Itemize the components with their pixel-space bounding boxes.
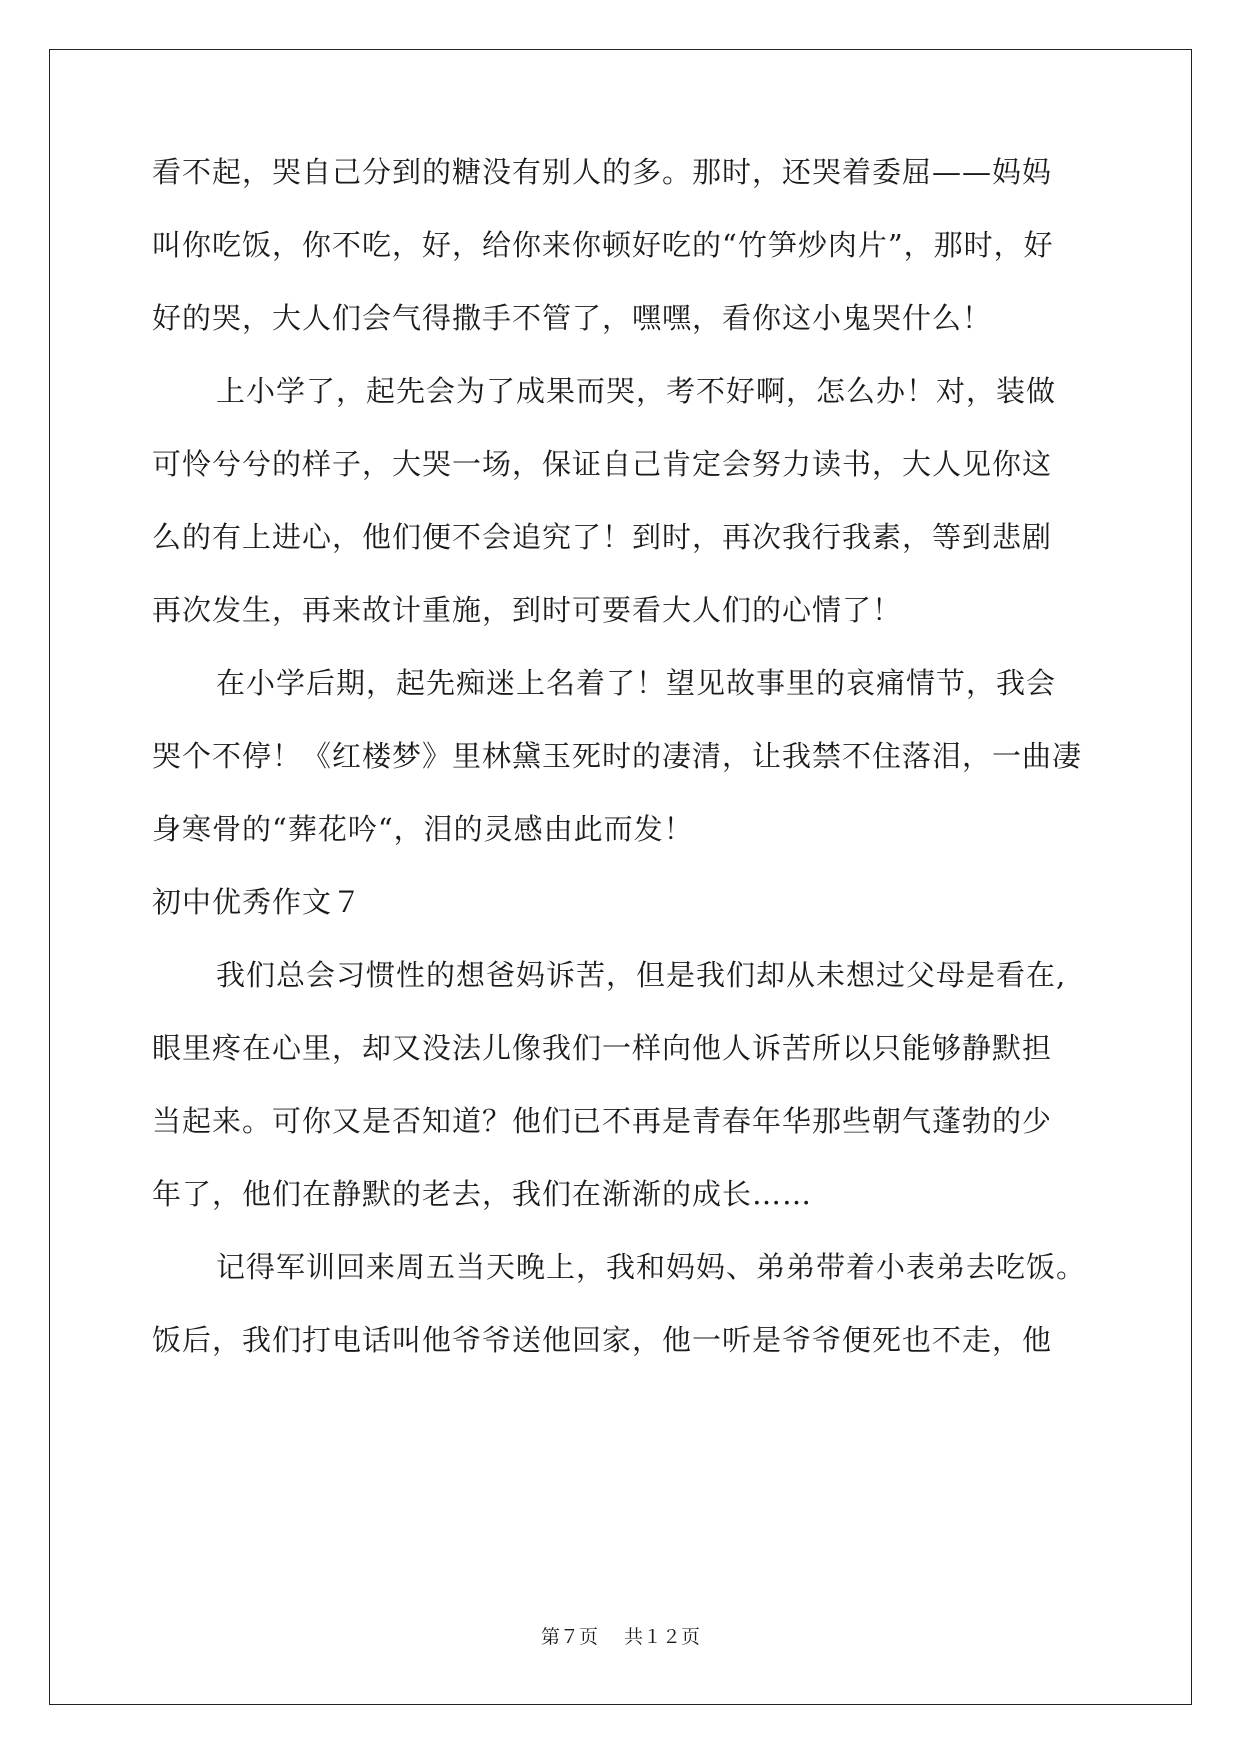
paragraph-line: 上小学了，起先会为了成果而哭，考不好啊，怎么办！对，装做 (216, 374, 1057, 408)
paragraph-line: 眼里疼在心里，却又没法儿像我们一样向他人诉苦所以只能够静默担 (152, 1031, 1053, 1065)
paragraph-line: 再次发生，再来故计重施，到时可要看大人们的心情了！ (152, 593, 903, 627)
paragraph-line: 可怜兮兮的样子，大哭一场，保证自己肯定会努力读书，大人见你这 (152, 447, 1053, 481)
page-footer (0, 1625, 1241, 1649)
paragraph-line: 看不起，哭自己分到的糖没有别人的多。那时，还哭着委屈——妈妈 (152, 155, 1053, 189)
paragraph-line: 好的哭，大人们会气得撒手不管了，嘿嘿，看你这小鬼哭什么！ (152, 301, 993, 335)
total-pages: 共１２页 (624, 1626, 701, 1648)
paragraph-line: 记得军训回来周五当天晚上，我和妈妈、弟弟带着小表弟去吃饭。 (216, 1250, 1087, 1284)
paragraph-line: 哭个不停！《红楼梦》里林黛玉死时的凄清，让我禁不住落泪，一曲凄 (152, 739, 1083, 773)
section-heading: 初中优秀作文７ (152, 885, 363, 919)
paragraph-line: 饭后，我们打电话叫他爷爷送他回家，他一听是爷爷便死也不走，他 (152, 1323, 1053, 1357)
paragraph-line: 年了，他们在静默的老去，我们在渐渐的成长…… (152, 1177, 813, 1211)
paragraph-line: 在小学后期，起先痴迷上名着了！望见故事里的哀痛情节，我会 (216, 666, 1057, 700)
paragraph-line: 叫你吃饭，你不吃，好，给你来你顿好吃的“竹笋炒肉片”，那时，好 (152, 228, 1054, 262)
paragraph-line: 我们总会习惯性的想爸妈诉苦，但是我们却从未想过父母是看在, (216, 958, 1067, 992)
page-number: 第７页 (540, 1626, 598, 1648)
paragraph-line: 么的有上进心，他们便不会追究了！到时，再次我行我素，等到悲剧 (152, 520, 1053, 554)
paragraph-line: 身寒骨的“葬花吟“，泪的灵感由此而发！ (152, 812, 694, 846)
paragraph-line: 当起来。可你又是否知道？他们已不再是青春年华那些朝气蓬勃的少 (152, 1104, 1053, 1138)
